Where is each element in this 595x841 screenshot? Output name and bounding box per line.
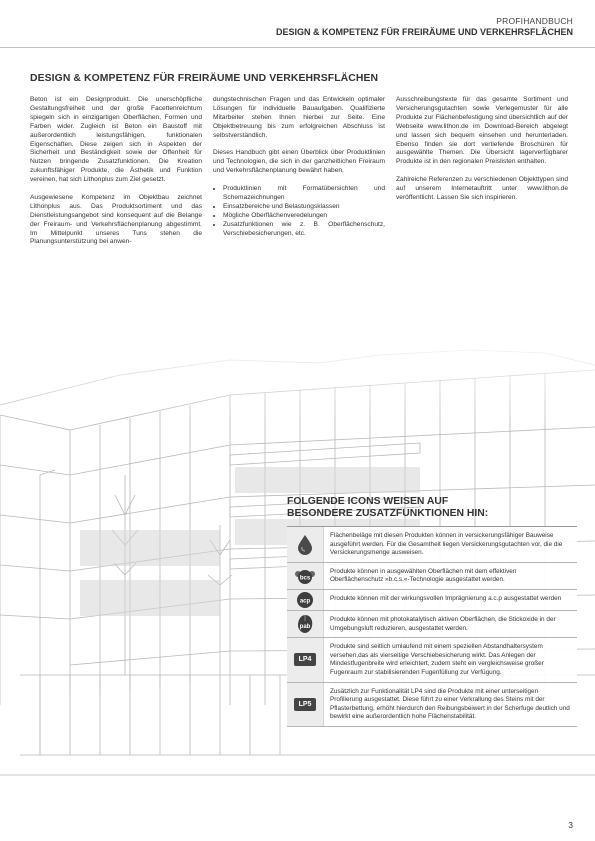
icon-cell <box>287 638 324 681</box>
icon-row <box>287 563 577 590</box>
pab-icon <box>294 613 316 635</box>
feature-list <box>213 185 385 238</box>
section-title: DESIGN & KOMPETENZ FÜR FREIRÄUME UND VERKEHRSFLÄCHEN <box>30 73 379 84</box>
icon-cell <box>287 527 324 562</box>
icon-cell <box>287 590 324 610</box>
pab-label: pab <box>299 624 311 631</box>
header-rule <box>0 47 595 48</box>
list-item: • Einsatzbereiche und Belastungsklassen <box>223 203 385 212</box>
icon-row <box>287 638 577 682</box>
icon-description: Produkte können in ausgewählten Oberflächen mit dem effektiven Oberflächenschutz »b.c.s.«-Technologie ausgestattet werden. <box>330 567 517 584</box>
icon-cell <box>287 683 324 726</box>
paragraph: Zahlreiche Referenzen zu verschiedenen Objekttypen sind auf unserem Internetauftritt unter www.lithon.de veröffentlicht. Lassen Sie sich inspirieren. <box>396 176 568 201</box>
icons-table <box>287 527 577 727</box>
acp-label: acp <box>299 598 311 605</box>
header-line-1: PROFIHANDBUCH <box>496 16 573 26</box>
acp-icon <box>294 590 316 610</box>
text-column-1 <box>30 96 202 256</box>
icon-row <box>287 611 577 638</box>
list-item: • Zusatzfunktionen wie z. B. Oberflächenschutz, Verschiebesicherungen, etc. <box>223 221 385 239</box>
list-item: • Produktlinien mit Formatübersichten und Schemazeichnungen <box>223 185 385 203</box>
text-column-3 <box>396 96 568 212</box>
drop-icon <box>295 533 315 555</box>
icon-description: Produkte können mit photokatalytisch aktiven Oberflächen, die Stickoxide in der Umgebungsluft reduzieren, ausgestattet werden. <box>330 615 556 632</box>
list-item: • Mögliche Oberflächenveredelungen <box>223 212 385 221</box>
paragraph: Ausschreibungstexte für das gesamte Sortiment und Versicherungsgutachten sowie Verlegemuster für alle Produkte zur Flächenbefestigung sind übersichtlich auf der Webseite www.lithon.de im Download-Bereich abgelegt und lassen sich bequem einsehen und herunterladen. Ebenso finden sie dort vertiefende Broschüren für ausgewählte Themen. Die Übersicht lagerverfügbarer Produkte ist in den regionalen Preislisten enthalten. <box>396 96 568 166</box>
icon-row <box>287 683 577 727</box>
icon-row <box>287 590 577 611</box>
paragraph: Ausgewiesene Kompetenz im Objektbau zeichnet Lithonplus aus. Das Produktsortiment und das Dienstleistungsangebot sind konsequent auf die Belange der Freiraum- und Verkehrsflächenplanung abgestimmt. Im Mittelpunkt unseres Tuns stehen die Planungsunterstützung bei anwen- <box>30 193 202 246</box>
header-line-2: DESIGN & KOMPETENZ FÜR FREIRÄUME UND VERKEHRSFLÄCHEN <box>275 27 573 37</box>
running-header <box>276 16 573 37</box>
icons-title-line-2: BESONDERE ZUSATZFUNKTIONEN HIN: <box>287 508 489 519</box>
icon-description: Produkte sind seitlich umlaufend mit einem speziellen Abstandhaltersystem versehen,das als vierseitige Verschiebesicherung wirkt. Das Anlegen der Mindestfugenbreite wird erleichtert, zudem steht ein vergleichsweise großer Fugenraum zur stabilisierenden Fugenfüllung zur Verfügung. <box>330 643 544 676</box>
bcs-label: bcs <box>299 575 311 582</box>
icons-section-title <box>287 496 488 520</box>
icon-description: Flächenbeläge mit diesen Produkten können in versickerungsfähiger Bauweise ausgeführt werden. Für die Gesamtheit liegen Versickerungsgutachten vor, die die Versickerungsmenge ausweisen. <box>330 532 563 557</box>
text-column-2 <box>213 96 385 247</box>
page-number: 3 <box>568 820 573 830</box>
icon-description: Zusätzlich zur Funktionalität LP4 sind die Produkte mit einer unterseitigen Profilierung ausgestattet. Diese führt zu einer Verkrallung des Steins mit der Pflasterbettung, erhöht hierdurch den Reibungsbeiwert in der Scherfuge deutlich und bewirkt eine außerordentlich hohe Flächenstabilität. <box>330 687 570 721</box>
icons-title-line-1: FOLGENDE ICONS WEISEN AUF <box>287 496 449 507</box>
paragraph: dungstechnischen Fragen und das Entwickeln optimaler Lösungen für individuelle Bauaufgaben. Qualifizierte Mitarbeiter stehen Ihnen hierbei zur Seite. Eine Objektbetreuung bis zum erfolgreichen Abschluss ist selbstverständlich. <box>213 96 385 139</box>
icon-row <box>287 527 577 563</box>
bcs-icon <box>292 566 318 586</box>
paragraph: Dieses Handbuch gibt einen Überblick über Produktlinien und Technologien, die sich in der ganzheitlichen Freiraum und Verkehrsflächenplanung bewährt haben. <box>213 149 385 175</box>
icon-description: Produkte können mit der wirkungsvollen Imprägnierung a.c.p ausgestattet werden <box>330 594 562 602</box>
paragraph: Beton ist ein Designprodukt. Die unerschöpfliche Gestaltungsfreiheit und der große Facettenreichtum spiegeln sich in einzigartigen Oberflächen, Formen und Farben wider. Zugleich ist Beton ein Baustoff mit außerordentlich leistungsfähigen, funktionalen Eigenschaften. Diese zeigen sich in Aspekten der Sicherheit und Beständigkeit sowie der Offenheit für Nutzen bringende Zusatzfunktionen. Die Kreation zukunftsfähiger Produkte, die Ästhetik und Funktion vereinen, hat sich Lithonplus zum Ziel gesetzt. <box>30 96 202 184</box>
lp4-icon: LP4 <box>294 653 316 666</box>
icon-cell <box>287 563 324 589</box>
lp5-icon: LP5 <box>294 698 316 711</box>
icon-cell <box>287 611 324 637</box>
